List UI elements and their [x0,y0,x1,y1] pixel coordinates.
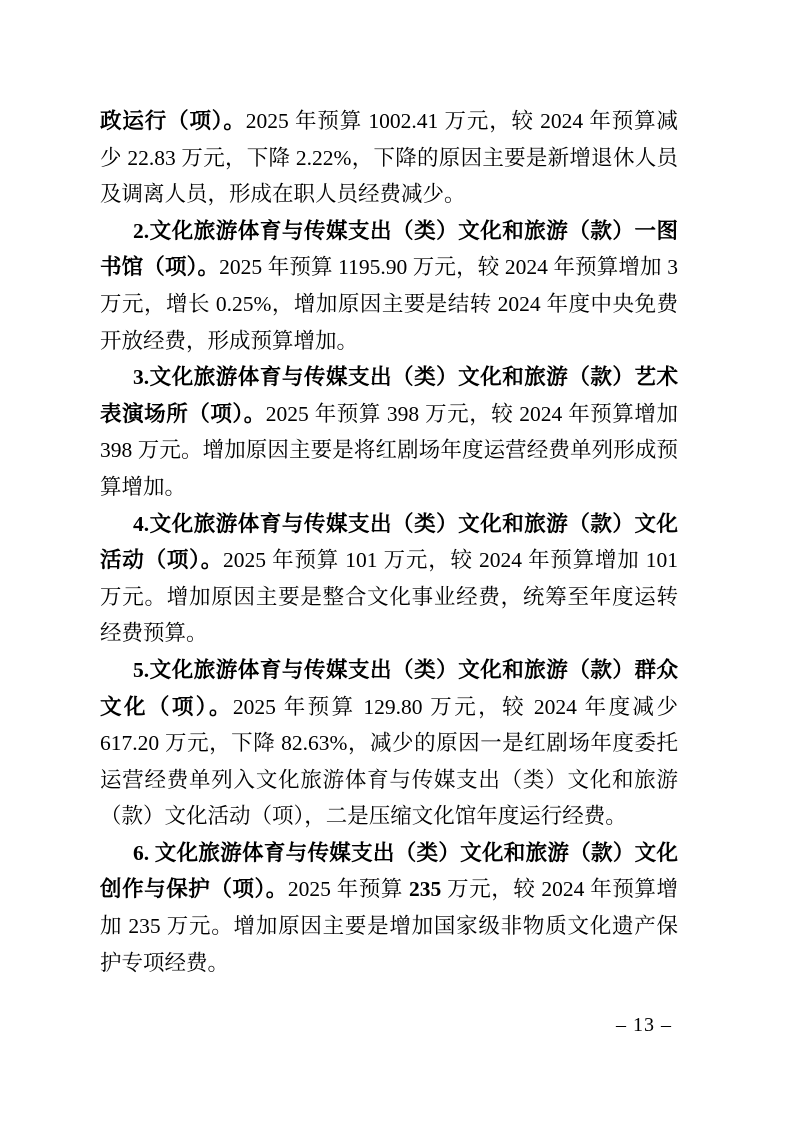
paragraph-1 [100,103,678,213]
paragraph-1-lead: 政运行（项）。 [100,109,246,133]
paragraph-3-lead: 3.文化旅游体育与传媒支出（类）文化和旅游（款）艺术表演场所（项）。 [100,365,678,426]
paragraph-4-lead: 4.文化旅游体育与传媒支出（类）文化和旅游（款）文化活动（项）。 [100,511,678,573]
paragraph-5-body: 2025 年预算 129.80 万元，较 2024 年度减少 617.20 万元，下降 82.63%，减少的原因一是红剧场年度委托运营经费单列入文化旅游体育与传媒支出（类）文化和旅游（款）文化活动（项），二是压缩文化馆年度运行经费。 [100,694,678,829]
paragraph-2-lead: 2.文化旅游体育与传媒支出（类）文化和旅游（款）一图书馆（项）。 [100,218,678,280]
paragraph-2 [100,213,678,359]
paragraph-5-lead: 5.文化旅游体育与传媒支出（类）文化和旅游（款）群众文化（项）。 [100,657,678,719]
paragraph-6-tail: 万元，较 2024 年预算增加 235 万元。增加原因主要是增加国家级非物质文化遗产保护专项经费。 [100,877,678,975]
paragraph-2-body: 2025 年预算 1195.90 万元，较 2024 年预算增加 3 万元，增长 0.25%，增加原因主要是结转 2024 年度中央免费开放经费，形成预算增加。 [100,255,678,353]
paragraph-5 [100,652,678,835]
paragraph-6 [100,835,678,981]
paragraph-4-body: 2025 年预算 101 万元，较 2024 年预算增加 101 万元。增加原因主要是整合文化事业经费，统筹至年度运转经费预算。 [100,548,678,646]
document-body [100,103,678,981]
paragraph-6-lead: 6. 文化旅游体育与传媒支出（类）文化和旅游（款）文化创作与保护（项）。 [100,840,678,902]
paragraph-6-bold-value: 235 [408,877,442,902]
page-number: – 13 – [616,1014,672,1036]
paragraph-6-body: 2025 年预算 [287,877,409,902]
paragraph-1-body: 2025 年预算 1002.41 万元，较 2024 年预算减少 22.83 万元，下降 2.22%，下降的原因主要是新增退休人员及调离人员，形成在职人员经费减少。 [100,109,678,207]
paragraph-3-body: 2025 年预算 398 万元，较 2024 年预算增加 398 万元。增加原因主要是将红剧场年度运营经费单列形成预算增加。 [100,401,678,499]
paragraph-3 [100,359,678,505]
paragraph-4 [100,506,678,652]
